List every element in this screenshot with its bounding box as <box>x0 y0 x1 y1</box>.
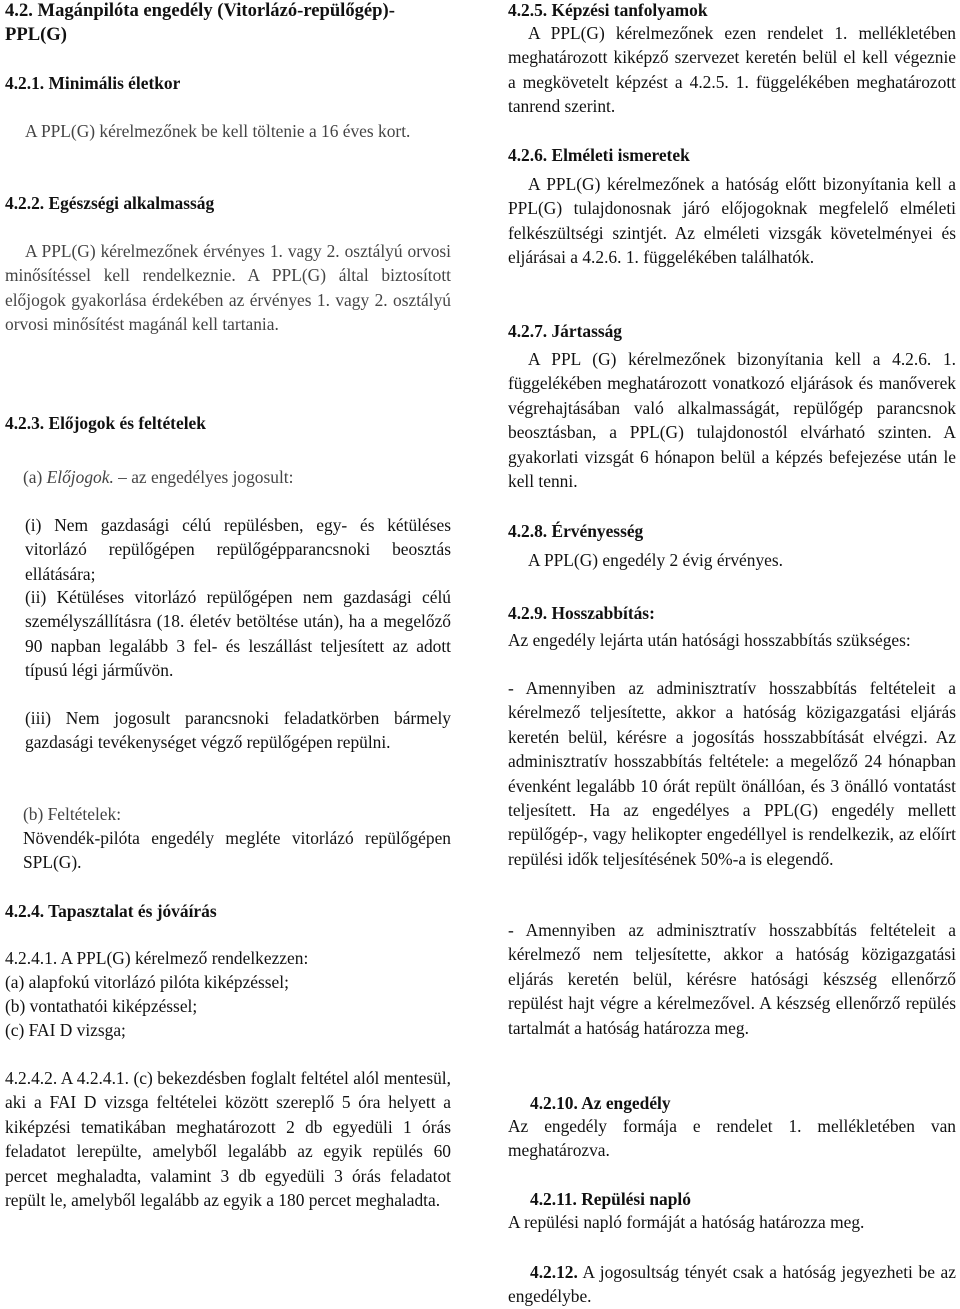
paragraph-4-2-6: A PPL(G) kérelmezőnek a hatóság előtt bizonyítania kell a PPL(G) tulajdonosnak járó előjogoknak megfelelő elméleti felkészültségi szintjét. Az elméleti vizsgák követelményei és eljárásai a 4.2.6. 1. függelékében találhatók. <box>508 174 956 268</box>
paragraph-4-2-9-admin: - Amennyiben az adminisztratív hosszabbítás feltételeit a kérelmező teljesítette, akkor a hatóság közigazgatási eljárás keretén belül, kérésre a jogosítás hosszabbítását elvégzi. Az adminisztratív hosszabbítás feltétele: a megelőző 24 hónapban évenként legalább 10 órát repült önállóan, és 3 önálló vontatást teljesített. Ha az engedélyes a PPL(G) engedély mellett repülőgép-, vagy helikopter engedéllyel is rendelkezik, az előírt repülési idők teljesítésének 50%-a is elegendő. <box>508 678 956 869</box>
heading-4-2-1: 4.2.1. Minimális életkor <box>5 73 181 93</box>
paragraph-4-2-5: A PPL(G) kérelmezőnek ezen rendelet 1. mellékletében meghatározott kiképző szervezet keretén belül el kell végeznie a megkövetelt képzést a 4.2.5. 1. függelékében meghatározott tanrend szerint. <box>508 23 956 117</box>
paragraph-4-2-12 <box>508 1260 956 1309</box>
privilege-item-iii: (iii) Nem jogosult parancsnoki feladatkörben bármely gazdasági tevékenységet végző repülőgépen repülni. <box>25 708 451 753</box>
paragraph-4-2-9-authority: - Amennyiben az adminisztratív hosszabbítás feltételeit a kérelmező nem teljesítette, akkor a hatóság közigazgatási eljárás keretén belül, kérésre hatósági készség ellenőrző repülést hajt végre a kérelmezővel. A készség ellenőrző repülés tartalmát a hatóság határozza meg. <box>508 920 956 1038</box>
heading-4-2-3: 4.2.3. Előjogok és feltételek <box>5 413 206 433</box>
heading-4-2-9: 4.2.9. Hosszabbítás: <box>508 603 655 623</box>
paragraph-4-2-4-2: 4.2.4.2. A 4.2.4.1. (c) bekezdésben foglalt feltétel alól mentesül, aki a FAI D vizsga feltételei között szereplő 5 óra helyett a kiképzési tematikában meghatározott 2 db egyedüli 1 órás feladatot lerepülte, amelyből legalább az egyik repülés 60 percet meghaladta, valamint 3 db egyedüli 3 órás feladatot repült le, amelyből legalább az egyik a 180 percet meghaladta. <box>5 1068 451 1211</box>
paragraph-4-2-9-intro: Az engedély lejárta után hatósági hosszabbítás szükséges: <box>508 630 911 650</box>
conditions-label: (b) Feltételek: <box>23 804 122 824</box>
paragraph-4-2-7: A PPL (G) kérelmezőnek bizonyítania kell a 4.2.6. 1. függelékében meghatározott vonatkozó eljárások és manőverek végrehajtásában való alkalmasságát, repülőgép parancsnok beosztásban, a PPL(G) tulajdonostól elvárható szinten. A gyakorlati vizsgát 6 hónapon belül a képzés befejezése után le kell tenni. <box>508 349 956 492</box>
heading-4-2-6: 4.2.6. Elméleti ismeretek <box>508 145 690 165</box>
heading-4-2-2: 4.2.2. Egészségi alkalmasság <box>5 193 215 213</box>
heading-4-2-4: 4.2.4. Tapasztalat és jóváírás <box>5 901 217 921</box>
section-title-4-2: 4.2. Magánpilóta engedély (Vitorlázó-repülőgép)-PPL(G) <box>5 0 395 46</box>
privilege-item-i: (i) Nem gazdasági célú repülésben, egy- és kétüléses vitorlázó repülőgépen repülőgépparancsnoki beosztás ellátására; <box>25 515 451 584</box>
paragraph-4-2-2: A PPL(G) kérelmezőnek érvényes 1. vagy 2. osztályú orvosi minősítéssel kell rendelkeznie. A PPL(G) által biztosított előjogok gyakorlása érdekében az érvényes 1. vagy 2. osztályú orvosi minősítést magánál kell tartania. <box>5 241 451 335</box>
paragraph-4-2-4-1-intro: 4.2.4.1. A PPL(G) kérelmező rendelkezzen: <box>5 948 309 968</box>
heading-4-2-8: 4.2.8. Érvényesség <box>508 521 644 541</box>
paragraph-4-2-10: Az engedély formája e rendelet 1. mellékletében van meghatározva. <box>508 1116 956 1161</box>
privileges-label: Előjogok. <box>46 467 114 487</box>
requirement-a: (a) alapfokú vitorlázó pilóta kiképzéssel; <box>5 972 289 992</box>
privilege-item-ii: (ii) Kétüléses vitorlázó repülőgépen nem gazdasági célú személyszállításra (18. életév betöltése után), ha a megelőző 90 napban legalább 3 fel- és leszállást teljesített az adott típusú légi járművön. <box>25 587 451 681</box>
paragraph-4-2-11: A repülési napló formáját a hatóság határozza meg. <box>508 1212 865 1232</box>
conditions-text: Növendék-pilóta engedély megléte vitorlázó repülőgépen SPL(G). <box>23 828 451 873</box>
privileges-rest: – az engedélyes jogosult: <box>113 467 294 487</box>
heading-4-2-7: 4.2.7. Jártasság <box>508 321 622 341</box>
heading-4-2-10: 4.2.10. Az engedély <box>530 1093 671 1113</box>
heading-4-2-5: 4.2.5. Képzési tanfolyamok <box>508 0 708 20</box>
paragraph-4-2-12-text: A jogosultság tényét csak a hatóság jegyezheti be az engedélybe. <box>508 1262 956 1307</box>
heading-4-2-11: 4.2.11. Repülési napló <box>530 1189 691 1209</box>
requirement-b: (b) vontathatói kiképzéssel; <box>5 996 198 1016</box>
heading-4-2-12: 4.2.12. <box>530 1262 578 1282</box>
privileges-prefix: (a) <box>23 467 47 487</box>
paragraph-4-2-3-a <box>5 465 451 489</box>
paragraph-4-2-8: A PPL(G) engedély 2 évig érvényes. <box>528 550 783 570</box>
requirement-c: (c) FAI D vizsga; <box>5 1020 126 1040</box>
paragraph-4-2-1: A PPL(G) kérelmezőnek be kell töltenie a 16 éves kort. <box>25 121 411 141</box>
